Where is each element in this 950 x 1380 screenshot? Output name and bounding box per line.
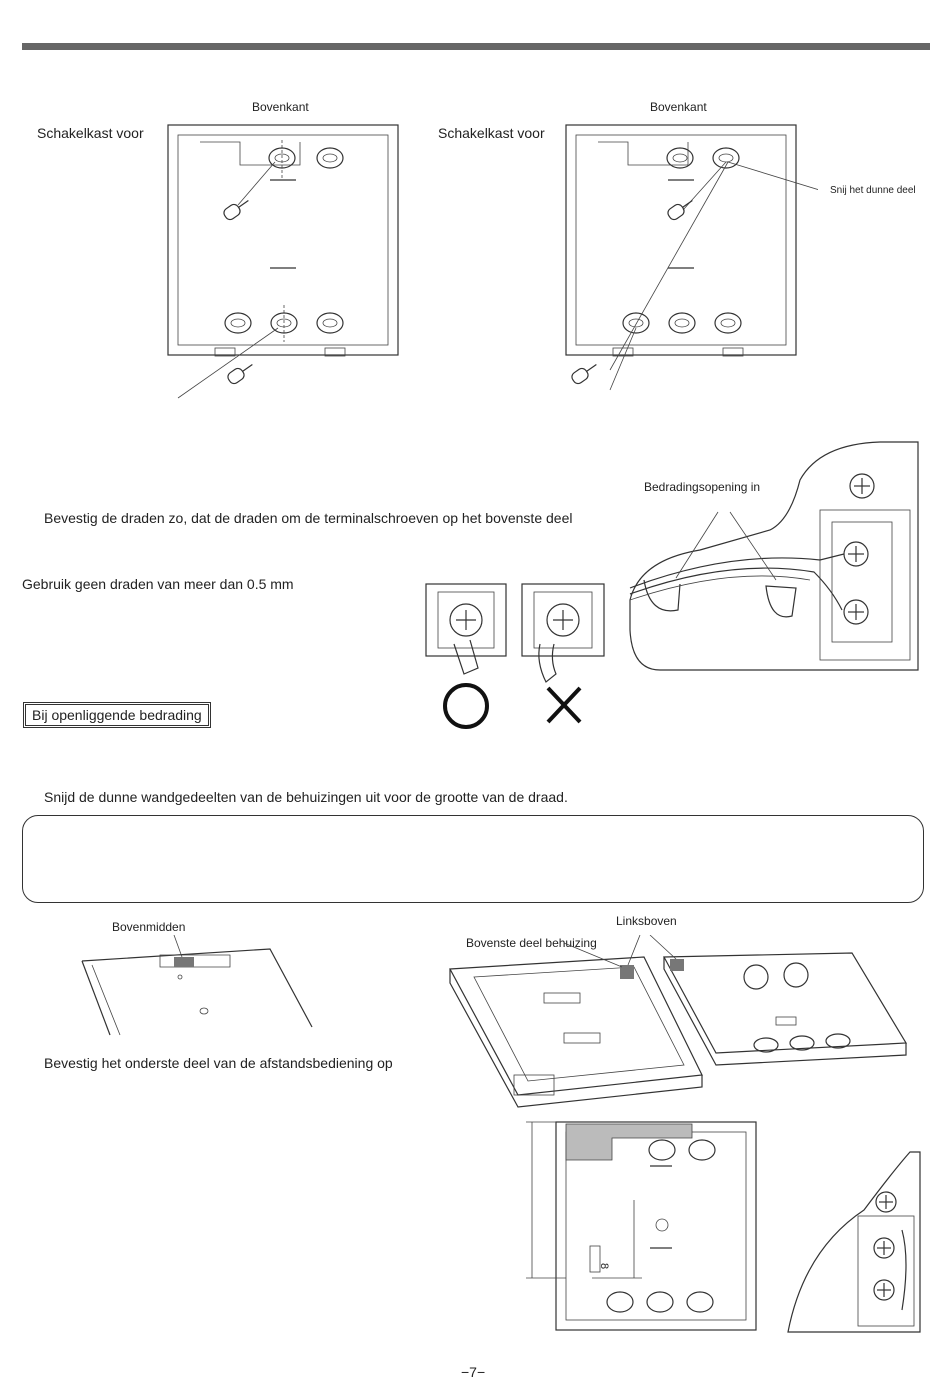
right-side-label: Schakelkast voor: [438, 125, 545, 141]
corner-terminal-diagram: [784, 1150, 924, 1335]
switchbox-bottom-diagram: [522, 1110, 782, 1335]
top-left-label: Linksboven: [616, 914, 677, 928]
left-side-label: Schakelkast voor: [37, 125, 144, 141]
upper-case-label: Bovenste deel behuizing: [466, 936, 597, 950]
fix-wires-instruction: Bevestig de draden zo, dat de draden om de terminalschroeven op het bovenste deel: [44, 510, 573, 526]
cross-ng-icon: [548, 688, 580, 722]
right-top-label: Bovenkant: [650, 100, 707, 114]
fix-bottom-instruction: Bevestig het onderste deel van de afstandsbediening op: [44, 1055, 393, 1071]
circle-ok-icon: [445, 685, 487, 727]
header-rule: [22, 43, 930, 50]
note-box: [22, 815, 924, 903]
top-middle-label: Bovenmidden: [112, 920, 186, 934]
cut-thin-part-label: Snij het dunne deel: [830, 185, 916, 196]
case-halves-diagram: [444, 935, 914, 1110]
wiring-opening-diagram: [620, 440, 920, 680]
page-number: −7−: [461, 1364, 486, 1380]
dimension-label: 8: [598, 1262, 611, 1270]
left-top-label: Bovenkant: [252, 100, 309, 114]
switchbox-left-diagram: [160, 120, 410, 400]
terminal-wire-examples: [422, 582, 612, 732]
max-wire-instruction: Gebruik geen draden van meer dan 0.5 mm: [22, 576, 294, 592]
case-top-middle-diagram: [70, 935, 330, 1045]
cut-thin-walls-instruction: Snijd de dunne wandgedeelten van de behuizingen uit voor de grootte van de draad.: [44, 789, 568, 805]
wiring-opening-label: Bedradingsopening in: [644, 480, 761, 494]
exposed-wiring-heading: Bij openliggende bedrading: [23, 702, 211, 728]
switchbox-right-diagram: [558, 120, 818, 400]
